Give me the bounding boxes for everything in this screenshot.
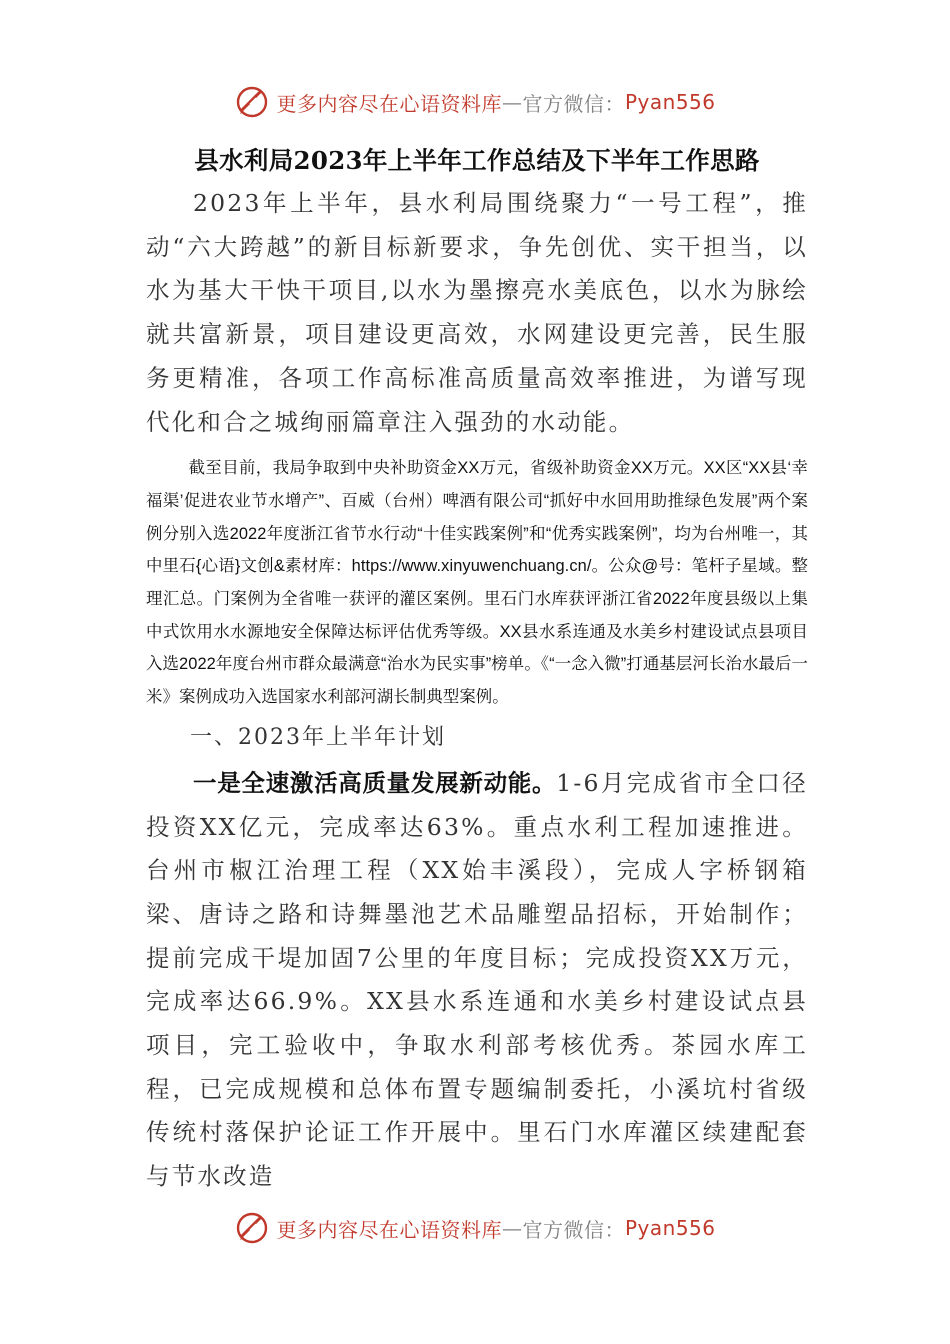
watermark-banner-top — [0, 82, 950, 122]
document-body — [146, 140, 808, 1199]
banner-main-text: 更多内容尽在心语资料库 — [276, 1217, 502, 1242]
section-1-paragraph — [146, 762, 808, 1199]
banner-main-text: 更多内容尽在心语资料库 — [276, 91, 502, 116]
banner-official-text: 官方微信： — [522, 91, 625, 116]
watermark-banner-bottom — [0, 1208, 950, 1248]
document-title: 县水利局2023年上半年工作总结及下半年工作思路 — [194, 146, 760, 175]
section-1-text: 1-6月完成省市全口径投资XX亿元，完成率达63%。重点水利工程加速推进。台州市椒江治理工程（XX始丰溪段），完成人字桥钢箱梁、唐诗之路和诗舞墨池艺术品雕塑品招标，开始制作；提前完成干堤加固7公里的年度目标；完成投资XX万元，完成率达66.9%。XX县水系连通和水美乡村建设试点县项目，完工验收中，争取水利部考核优秀。茶园水库工程，已完成规模和总体布置专题编制委托，小溪坑村省级传统村落保护论证工作开展中。里石门水库灌区续建配套与节水改造 — [146, 768, 809, 1191]
banner-dash: — — [501, 90, 523, 114]
pen-circle-icon — [234, 84, 270, 120]
banner-wechat-id: Pyan556 — [624, 90, 716, 114]
pen-circle-icon — [234, 1210, 270, 1246]
achievements-paragraph: 截至目前，我局争取到中央补助资金XX万元，省级补助资金XX万元。XX区“XX县‘幸福渠’促进农业节水增产”、百威（台州）啤酒有限公司“抓好中水回用助推绿色发展”两个案例分别入选2022年度浙江省节水行动“十佳实践案例”和“优秀实践案例”，均为台州唯一，其中里石{心语}文创&素材库：https://www.xinyuwenchuang.cn/。公众@号：笔杆子星域。整理汇总。门案例为全省唯一获评的灌区案例。里石门水库获评浙江省2022年度县级以上集中式饮用水水源地安全保障达标评估优秀等级。XX县水系连通及水美乡村建设试点县项目入选2022年度台州市群众最满意“治水为民实事”榜单。《“一念入微”打通基层河长治水最后一米》案例成功入选国家水利部河湖长制典型案例。 — [146, 459, 808, 707]
banner-dash: — — [501, 1216, 523, 1240]
section-1-lead: 一是全速激活高质量发展新动能。 — [193, 768, 557, 797]
section-heading-1: 一、2023年上半年计划 — [190, 724, 446, 750]
banner-official-text: 官方微信： — [522, 1217, 625, 1242]
intro-paragraph: 2023年上半年，县水利局围绕聚力“一号工程”，推动“六大跨越”的新目标新要求，争先创优、实干担当，以水为基大干快干项目,以水为墨擦亮水美底色，以水为脉绘就共富新景，项目建设更高效，水网建设更完善，民生服务更精准，各项工作高标准高质量高效率推进，为谱写现代化和合之城绚丽篇章注入强劲的水动能。 — [146, 189, 808, 436]
banner-wechat-id: Pyan556 — [624, 1216, 716, 1240]
